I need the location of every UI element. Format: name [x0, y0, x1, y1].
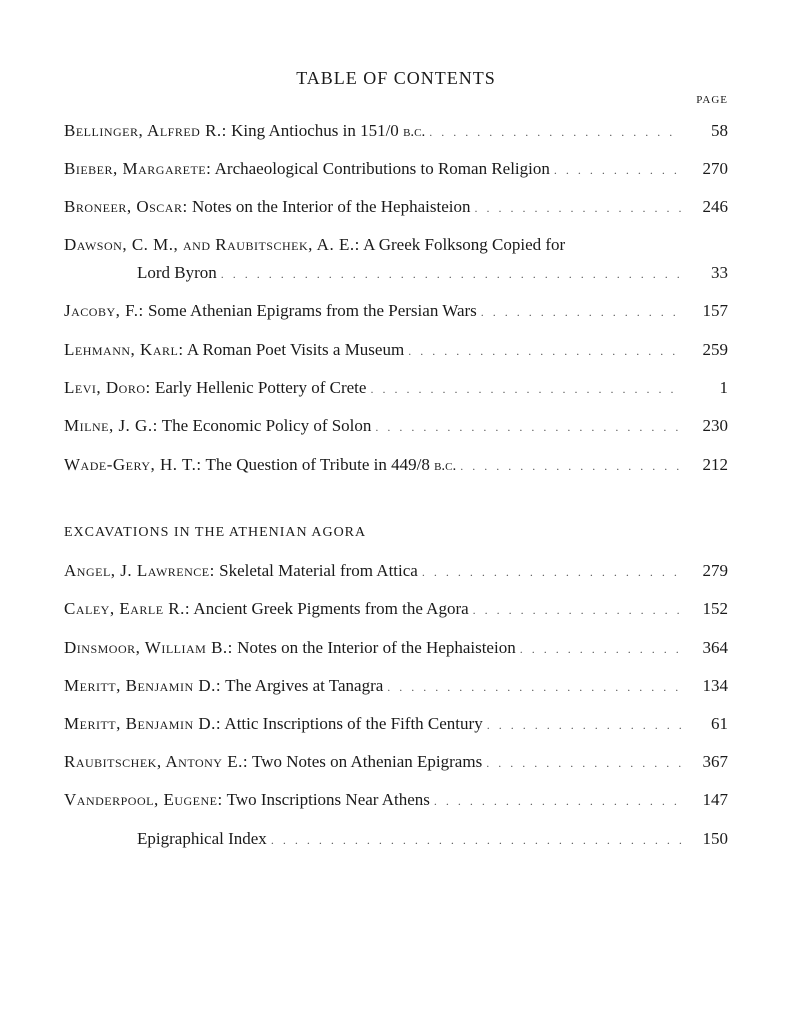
entry-author: Jacoby, F.:: [64, 301, 144, 320]
toc-entry: [64, 374, 728, 402]
entry-page: 61: [711, 714, 728, 733]
index-title: Epigraphical Index: [137, 829, 267, 848]
entry-title: Two Notes on Athenian Epigrams: [252, 752, 483, 771]
dot-leader: [408, 337, 682, 365]
entry-author: Caley, Earle R.:: [64, 599, 191, 618]
page-column-label: PAGE: [696, 94, 728, 106]
entry-suffix: b.c.: [403, 124, 426, 140]
entry-author: Bieber, Margarete:: [64, 159, 212, 178]
entry-title: A Roman Poet Visits a Museum: [186, 340, 405, 359]
toc-entry: [64, 117, 728, 145]
toc-entry: [64, 634, 728, 662]
entry-author: Wade-Gery, H. T.:: [64, 455, 202, 474]
entry-title: Some Athenian Epigrams from the Persian Wars: [147, 301, 477, 320]
entry-page: 152: [702, 599, 728, 618]
toc-entry-index: [137, 825, 728, 853]
entry-title: Skeletal Material from Attica: [219, 561, 418, 580]
entry-page: 367: [702, 752, 728, 771]
entry-suffix: b.c.: [434, 458, 457, 474]
entry-page: 279: [702, 561, 728, 580]
entry-author: Levi, Doro:: [64, 378, 151, 397]
entry-page: 270: [702, 159, 728, 178]
entry-author: Vanderpool, Eugene:: [64, 790, 223, 809]
toc-entry: [64, 557, 728, 585]
toc-entry: [64, 155, 728, 183]
dot-leader: [460, 452, 682, 480]
toc-entry: [64, 412, 728, 440]
dot-leader: [221, 260, 682, 288]
entry-title: The Argives at Tanagra: [225, 676, 384, 695]
dot-leader: [487, 711, 682, 739]
dot-leader: [474, 194, 682, 222]
section-heading: EXCAVATIONS IN THE ATHENIAN AGORA: [64, 525, 367, 540]
dot-leader: [473, 596, 682, 624]
entry-page: 246: [702, 197, 728, 216]
entry-page: 212: [702, 455, 728, 474]
page-title: TABLE OF CONTENTS: [296, 68, 496, 88]
entry-title: The Question of Tribute in 449/8: [205, 455, 430, 474]
entry-page: 150: [702, 829, 728, 848]
entry-author: Meritt, Benjamin D.:: [64, 714, 222, 733]
dot-leader: [271, 826, 682, 854]
entry-title-continuation: Lord Byron: [137, 263, 217, 282]
entry-title: Ancient Greek Pigments from the Agora: [193, 599, 469, 618]
entry-author: Dinsmoor, William B.:: [64, 638, 233, 657]
entry-page: 157: [702, 301, 728, 320]
entry-title: Attic Inscriptions of the Fifth Century: [224, 714, 483, 733]
entry-title: Notes on the Interior of the Hephaisteion: [237, 638, 516, 657]
dot-leader: [387, 673, 682, 701]
entry-page: 259: [702, 340, 728, 359]
entry-author: Bellinger, Alfred R.:: [64, 121, 227, 140]
entry-title: King Antiochus in 151/0: [231, 121, 399, 140]
toc-entry: [64, 595, 728, 623]
dot-leader: [429, 118, 682, 146]
entry-title: Archaeological Contributions to Roman Religion: [214, 159, 550, 178]
entry-title: Early Hellenic Pottery of Crete: [154, 378, 367, 397]
toc-entry: [64, 336, 728, 364]
entry-title: The Economic Policy of Solon: [161, 416, 372, 435]
toc-entry: [64, 672, 728, 700]
toc-entry: [64, 297, 728, 325]
entry-author: Broneer, Oscar:: [64, 197, 188, 216]
entry-title: A Greek Folksong Copied for: [363, 235, 566, 254]
dot-leader: [434, 787, 682, 815]
dot-leader: [481, 298, 682, 326]
dot-leader: [520, 635, 682, 663]
toc-entry: [64, 710, 728, 738]
entry-author: Raubitschek, Antony E.:: [64, 752, 249, 771]
entry-title: Two Inscriptions Near Athens: [226, 790, 430, 809]
entry-author: Angel, J. Lawrence:: [64, 561, 215, 580]
entry-author: Dawson, C. M., and Raubitschek, A. E.:: [64, 235, 360, 254]
entry-author: Milne, J. G.:: [64, 416, 158, 435]
entry-title: Notes on the Interior of the Hephaisteion: [191, 197, 471, 216]
entry-page: 147: [702, 790, 728, 809]
toc-entry: [64, 451, 728, 479]
entry-author: Lehmann, Karl:: [64, 340, 184, 359]
dot-leader: [422, 558, 682, 586]
entry-page: 364: [702, 638, 728, 657]
dot-leader: [375, 413, 682, 441]
entry-page: 58: [711, 121, 728, 140]
entry-page: 134: [702, 676, 728, 695]
toc-entry: [64, 748, 728, 776]
entry-author: Meritt, Benjamin D.:: [64, 676, 222, 695]
toc-entry: [64, 786, 728, 814]
dot-leader: [370, 375, 682, 403]
dot-leader: [486, 749, 682, 777]
toc-entry: [64, 193, 728, 221]
entry-page: 230: [702, 416, 728, 435]
entry-page: 33: [711, 263, 728, 282]
entry-page: 1: [719, 378, 728, 397]
toc-entry: [64, 231, 728, 287]
dot-leader: [554, 156, 682, 184]
